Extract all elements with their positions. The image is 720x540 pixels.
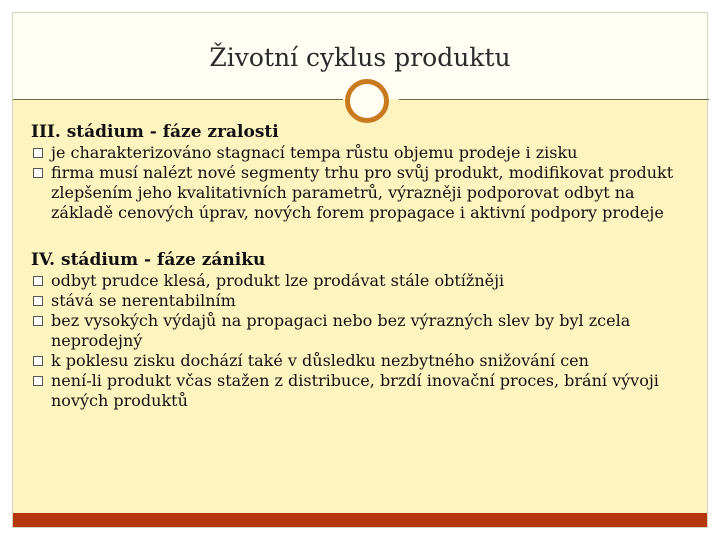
section-gap <box>31 223 701 249</box>
bullet-icon <box>33 376 43 386</box>
list-item <box>31 163 701 223</box>
list-item <box>31 291 701 311</box>
list-item <box>31 271 701 291</box>
title-divider-left <box>13 99 343 100</box>
list-item-text: je charakterizováno stagnací tempa růstu objemu prodeje i zisku <box>51 143 578 162</box>
slide-frame <box>12 12 708 528</box>
list-item-text: odbyt prudce klesá, produkt lze prodávat stále obtížněji <box>51 271 505 290</box>
slide-title: Životní cyklus produktu <box>209 43 511 72</box>
decorative-circle-icon <box>345 79 389 123</box>
section-heading-decline: IV. stádium - fáze zániku <box>31 250 266 270</box>
list-item <box>31 351 701 371</box>
bottom-accent-bar <box>13 513 707 527</box>
bullet-icon <box>33 276 43 286</box>
list-item-text: není-li produkt včas stažen z distribuce, brzdí inovační proces, brání vývoji nových produktů <box>51 371 659 410</box>
list-item-text: k poklesu zisku dochází také v důsledku nezbytného snižování cen <box>51 351 589 370</box>
bullet-icon <box>33 148 43 158</box>
section-heading-maturity: III. stádium - fáze zralosti <box>31 122 279 142</box>
list-item-text: stává se nerentabilním <box>51 291 236 310</box>
bullet-icon <box>33 356 43 366</box>
list-item-text: bez vysokých výdajů na propagaci nebo bez výrazných slev by byl zcela neprodejný <box>51 311 631 350</box>
slide-content <box>31 121 701 411</box>
list-item-text: firma musí nalézt nové segmenty trhu pro svůj produkt, modifikovat produkt zlepšením jeho kvalitativních parametrů, výrazněji podporovat odbyt na základě cenových úprav, nových forem propagace i aktivní podpory prodeje <box>51 163 674 222</box>
list-item <box>31 143 701 163</box>
bullet-icon <box>33 316 43 326</box>
list-item <box>31 371 701 411</box>
list-item <box>31 311 701 351</box>
bullet-icon <box>33 296 43 306</box>
title-divider-right <box>399 99 709 100</box>
bullet-icon <box>33 168 43 178</box>
